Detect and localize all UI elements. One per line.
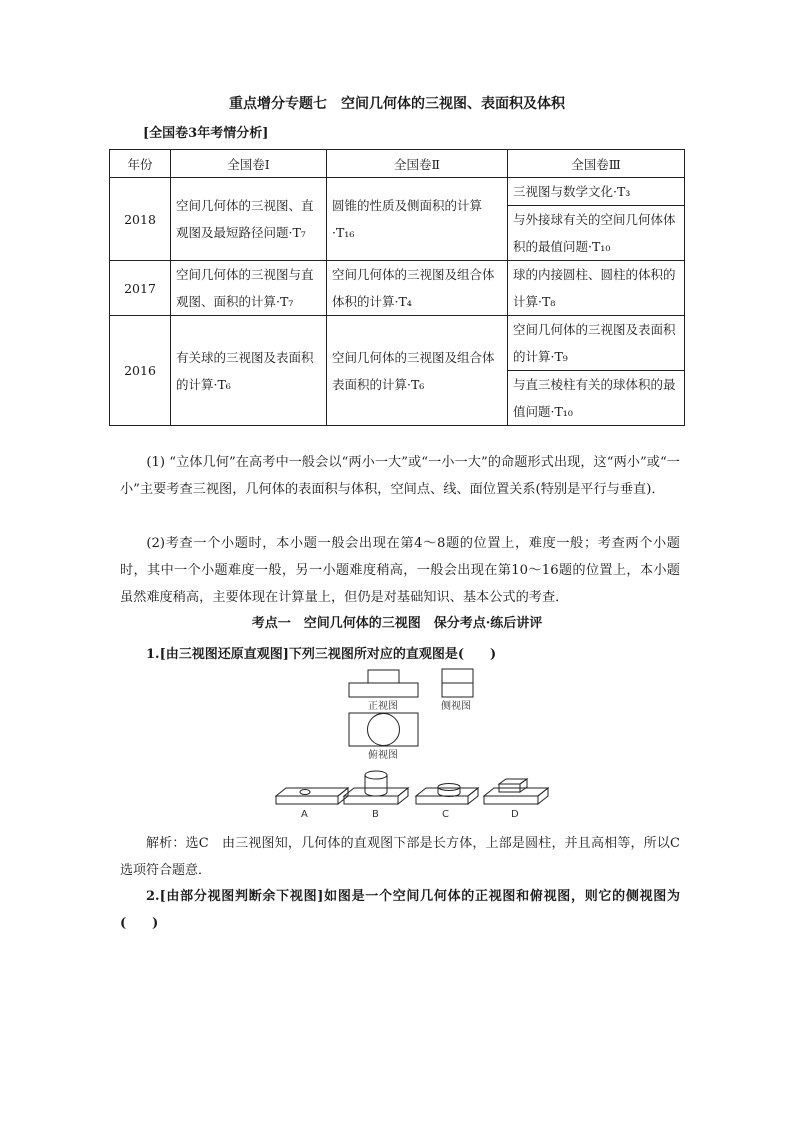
table-cell: 与外接球有关的空间几何体体积的最值问题·T₁₀ [508, 206, 685, 261]
analysis-label: [全国卷3年考情分析] [143, 126, 269, 141]
paragraph-2: (2)考查一个小题时，本小题一般会出现在第4～8题的位置上，难度一般；考查两个小题时，其中一个小题难度一般，另一小题难度稍高，一般会出现在第10～16题的位置上，本小题虽然难度稍高，主要体现在计算量上，但仍是对基础知识、基本公式的考查． [120, 536, 680, 605]
table-cell: 空间几何体的三视图与直观图、面积的计算·T₇ [171, 261, 327, 316]
header-paper-2: 全国卷Ⅱ [327, 150, 508, 178]
year-cell: 2016 [110, 316, 171, 426]
year-cell: 2018 [110, 178, 171, 261]
header-year: 年份 [110, 150, 171, 178]
top-view-drawing [349, 713, 418, 746]
option-b-label: B [372, 809, 379, 820]
table-cell: 球的内接圆柱、圆柱的体积的计算·T₈ [508, 261, 685, 316]
top-view-label: 俯视图 [368, 750, 398, 761]
table-cell: 空间几何体的三视图、直观图及最短路径问题·T₇ [171, 178, 327, 261]
header-paper-1: 全国卷Ⅰ [171, 150, 327, 178]
table-cell: 空间几何体的三视图及表面积的计算·T₉ [508, 316, 685, 371]
section-title: 考点一 空间几何体的三视图 保分考点·练后讲评 [251, 616, 543, 631]
table-cell: 空间几何体的三视图及组合体体积的计算·T₄ [327, 261, 508, 316]
side-view-drawing [442, 669, 473, 697]
year-cell: 2017 [110, 261, 171, 316]
option-a-drawing [276, 788, 348, 804]
front-view-drawing [349, 670, 418, 697]
option-b-drawing [344, 771, 408, 804]
table-cell: 有关球的三视图及表面积的计算·T₆ [171, 316, 327, 426]
table-cell: 圆锥的性质及侧面积的计算·T₁₆ [327, 178, 508, 261]
question-1: 1.[由三视图还原直观图]下列三视图所对应的直观图是( ) [146, 647, 497, 662]
table-cell: 三视图与数学文化·T₃ [508, 178, 685, 206]
page-title: 重点增分专题七 空间几何体的三视图、表面积及体积 [229, 96, 565, 112]
answer-explanation: 解析：选C 由三视图知，几何体的直观图下部是长方体，上部是圆柱，并且高相等，所以C选项符合题意． [120, 836, 680, 878]
paragraph-1: (1) “立体几何”在高考中一般会以“两小一大”或“一小一大”的命题形式出现，这“两小”或“一小”主要考查三视图，几何体的表面积与体积，空间点、线、面位置关系(特别是平行与垂直)． [120, 455, 680, 497]
side-view-label: 侧视图 [441, 701, 471, 712]
option-d-label: D [511, 809, 519, 820]
option-a-label: A [301, 809, 308, 820]
header-paper-3: 全国卷Ⅲ [508, 150, 685, 178]
table-cell: 空间几何体的三视图及组合体表面积的计算·T₆ [327, 316, 508, 426]
option-c-label: C [442, 809, 449, 820]
front-view-label: 正视图 [368, 701, 398, 712]
option-d-drawing [484, 779, 548, 804]
question-2: 2.[由部分视图判断余下视图]如图是一个空间几何体的正视图和俯视图，则它的侧视图为( ) [120, 889, 680, 931]
table-cell: 与直三棱柱有关的球体积的最值问题·T₁₀ [508, 371, 685, 426]
option-c-drawing [416, 784, 478, 805]
